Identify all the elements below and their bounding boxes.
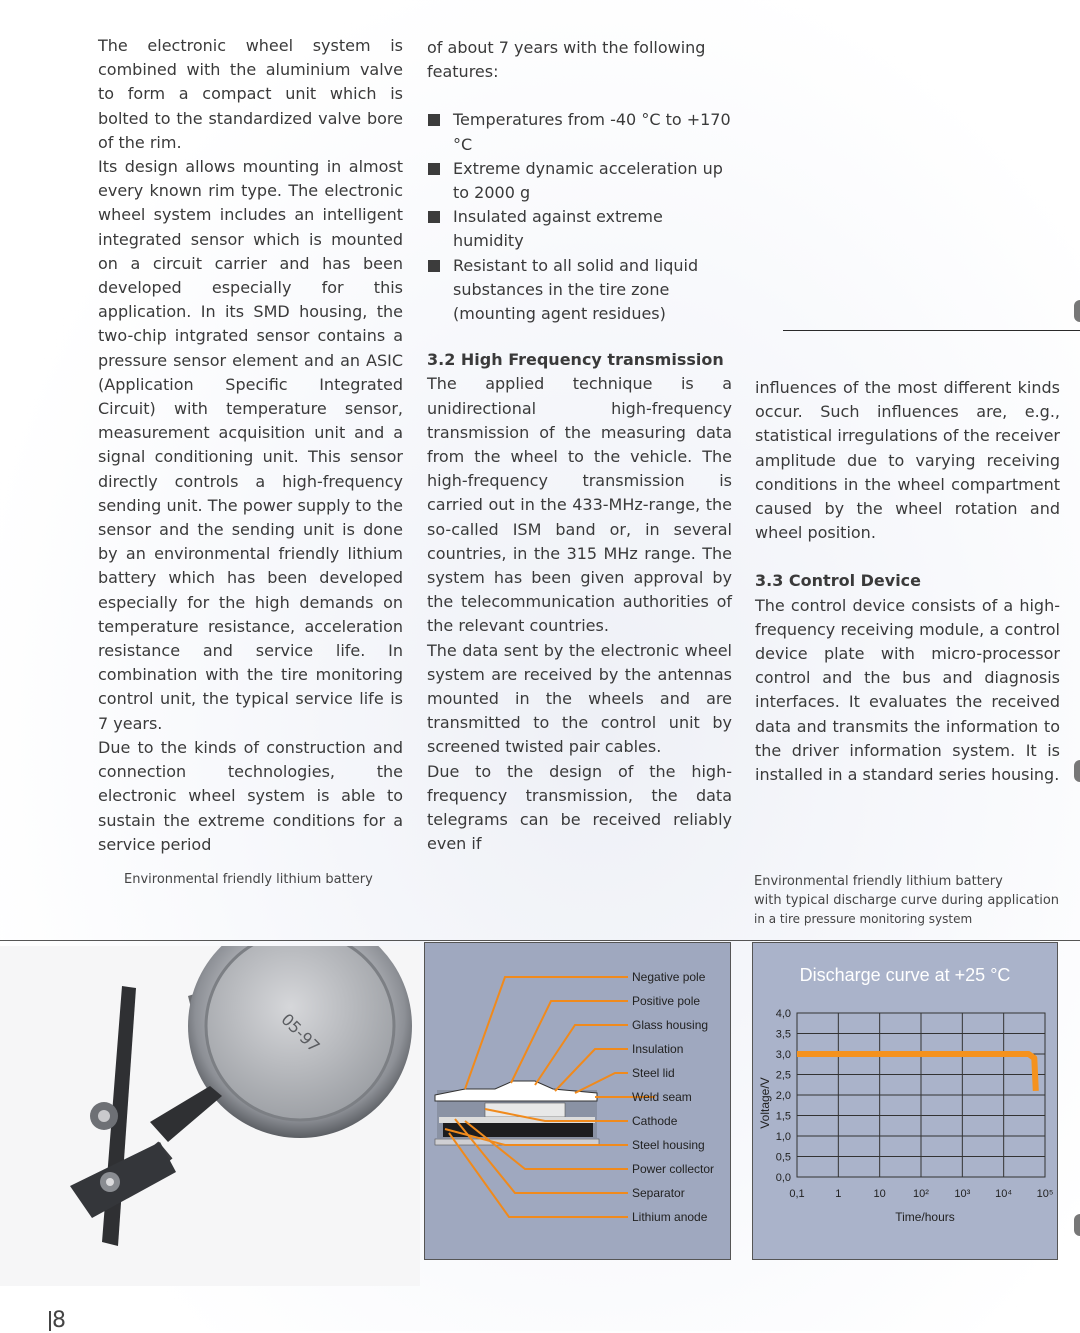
feature-item: Extreme dynamic acceleration up to 2000 g (427, 157, 732, 205)
feature-item: Resistant to all solid and liquid substances in the tire zone (mounting agent residues) (427, 254, 732, 327)
paragraph: of about 7 years with the following features: (427, 38, 706, 82)
chart-grid (797, 1013, 1045, 1177)
cross-section-label: Positive pole (632, 994, 701, 1008)
feature-list (427, 108, 732, 326)
y-tick-label: 1,5 (775, 1110, 791, 1123)
leader-line (535, 1025, 628, 1085)
feature-item: Temperatures from -40 °C to +170 °C (427, 108, 732, 156)
feature-item: Insulated against extreme humidity (427, 205, 732, 253)
x-tick-label: 1 (835, 1188, 842, 1200)
margin-mark (1074, 300, 1080, 322)
section-heading: 3.3 Control Device (755, 571, 922, 591)
cross-section-label: Lithium anode (632, 1210, 708, 1224)
divider (0, 940, 1080, 941)
bullet-square-icon (428, 114, 440, 126)
y-tick-label: 2,5 (775, 1069, 791, 1082)
x-tick-label: 10⁵ (1036, 1188, 1054, 1200)
x-tick-label: 0,1 (789, 1188, 805, 1200)
leader-line (511, 1001, 628, 1083)
margin-mark (1074, 1214, 1080, 1236)
bullet-square-icon (428, 211, 440, 223)
x-tick-label: 10 (873, 1188, 886, 1200)
x-tick-labels (789, 1188, 1053, 1200)
cross-section-label: Steel lid (632, 1066, 675, 1080)
paragraph: Due to the kinds of construction and connection technologies, the electronic wheel system is able to sustain the extreme conditions for a service period (98, 737, 403, 854)
cross-section-label: Insulation (632, 1042, 684, 1056)
paragraph: Due to the design of the high-frequency transmission, the data telegrams can be received reliably even if (427, 761, 732, 854)
cross-section-label: Separator (632, 1186, 685, 1200)
discharge-chart-panel (752, 942, 1058, 1260)
cross-section-label: Weld seam (632, 1090, 692, 1104)
paragraph: The electronic wheel system is combined with the aluminium valve to form a compact unit which is bolted to the standardized valve bore of the rim. (98, 36, 403, 152)
y-tick-labels (776, 1008, 791, 1184)
x-tick-label: 10⁴ (995, 1188, 1013, 1200)
x-tick-label: 10² (913, 1188, 929, 1200)
cross-section-label: Negative pole (632, 970, 706, 984)
y-tick-label: 3,5 (775, 1028, 791, 1041)
paragraph: The data sent by the electronic wheel system are received by the antennas mounted in the wheels and are transmitted to the control unit by screened twisted pair cables. (427, 640, 732, 757)
cross-section-label: Power collector (632, 1162, 715, 1176)
leader-line (575, 1073, 628, 1093)
figure-caption: Environmental friendly lithium battery (124, 872, 373, 887)
cross-section-label: Glass housing (632, 1018, 709, 1032)
text-column-2 (427, 36, 732, 857)
paragraph: influences of the most different kinds occur. Such influences are, e.g., statistical irregulations of the receiver amplitude due to varying receiving conditions in the wheel compartment caused by the wheel rotation and wheel position. (755, 378, 1060, 543)
battery-photo (0, 946, 420, 1286)
battery-cross-section-panel (424, 942, 731, 1260)
divider (783, 330, 1080, 331)
cross-section-labels (632, 970, 714, 1224)
y-tick-label: 3,0 (775, 1049, 791, 1061)
margin-mark (1074, 760, 1080, 782)
paragraph: The control device consists of a high-frequency receiving module, a control device plate with micro-processor control and the bus and diagnosis interfaces. It evaluates the received data and transmits the information to the driver information system. It is installed in a standard series housing. (755, 595, 1060, 785)
text-column-3 (755, 376, 1060, 787)
y-axis-label: Voltage/V (758, 1077, 772, 1129)
figure-caption-right: Environmental friendly lithium battery with typical discharge curve during application in a tire pressure monitoring system (754, 874, 1060, 926)
bullet-square-icon (428, 163, 440, 175)
text-column-1 (98, 34, 403, 857)
x-axis-label: Time/hours (895, 1210, 955, 1224)
y-tick-label: 0,5 (775, 1151, 791, 1164)
x-tick-label: 10³ (954, 1188, 971, 1200)
date-stamp: 05-97 (277, 1009, 324, 1057)
cross-section-label: Cathode (632, 1114, 678, 1128)
chart-title: Discharge curve at +25 °C (799, 965, 1011, 985)
cross-section-diagram (425, 943, 730, 1259)
leader-line (465, 977, 628, 1089)
y-tick-label: 4,0 (775, 1008, 791, 1020)
y-tick-label: 0,0 (775, 1172, 791, 1184)
cross-section-label: Steel housing (632, 1138, 705, 1152)
discharge-chart (753, 943, 1057, 1259)
battery-cross-section (435, 1081, 599, 1145)
bullet-square-icon (428, 260, 440, 272)
y-tick-label: 2,0 (775, 1090, 791, 1102)
page-number: 8 (52, 1308, 66, 1333)
paragraph: Its design allows mounting in almost every known rim type. The electronic wheel system includes an intelligent integrated sensor which is mounted on a circuit carrier and has been developed especially for this application. In its SMD housing, the two-chip intgrated sensor contains a pressure sensor element and an ASIC (Application Specific Integrated Circuit) with temperature sensor, measurement acquisition unit and a signal conditioning unit. This sensor directly controls a high-frequency sending unit. The power supply to the sensor and the sending unit is done by an environmental friendly lithium battery which has been developed especially for the high demands on temperature resistance, acceleration resistance and service life. In combination with the tire monitoring control unit, the typical service life is 7 years. (98, 157, 403, 733)
paragraph: The applied technique is a unidirectional high-frequency transmission of the measuring data from the wheel to the vehicle. The high-frequency transmission is carried out in the 433-MHz-range, the so-called ISM band or, in several countries, in the 315 MHz range. The system has been given approval by the telecommunication authorities of the relevant countries. (427, 374, 732, 636)
y-tick-label: 1,0 (775, 1131, 791, 1143)
section-heading: 3.2 High Frequency transmission (427, 350, 724, 370)
